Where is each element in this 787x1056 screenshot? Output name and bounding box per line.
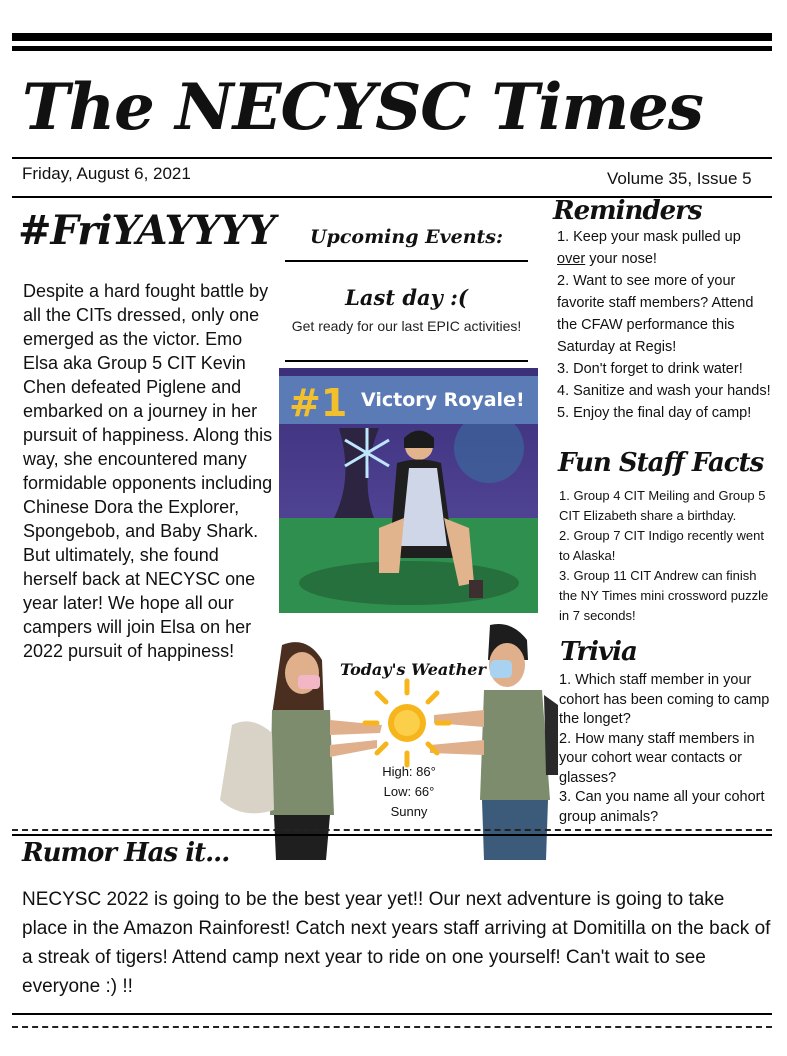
rank-badge: #1	[289, 381, 348, 425]
backpack	[220, 721, 274, 813]
reminder-item: 5. Enjoy the final day of camp!	[557, 405, 752, 421]
masthead-rule-top	[12, 157, 772, 159]
weather-high: High: 86°	[382, 764, 436, 779]
staff-holding-sun-illustration	[212, 615, 560, 860]
weather-low: Low: 66°	[383, 784, 435, 799]
issue-volume: Volume 35, Issue 5	[607, 169, 752, 188]
weather-heading: Today's Weather	[340, 660, 486, 679]
reminder-item: 1. Keep your mask pulled up over your nose!	[557, 229, 741, 267]
fun-facts-heading: Fun Staff Facts	[558, 448, 764, 478]
reminders-heading: Reminders	[553, 196, 702, 226]
reminder-item: 4. Sanitize and wash your hands!	[557, 383, 771, 399]
issue-date: Friday, August 6, 2021	[22, 164, 191, 183]
fun-fact-item: 3. Group 11 CIT Andrew can finish the NY Times mini crossword puzzle in 7 seconds!	[559, 568, 769, 623]
event-description: Get ready for our last EPIC activities!	[291, 318, 522, 334]
lead-story-body: Despite a hard fought battle by all the CITs dressed, only one emerged as the victor. Emo Elsa aka Group 5 CIT Kevin Chen defeated Piglene and embarked on a journey in her pursuit of happiness. Along this way, she encountered many formidable opponents including Chinese Dora the Explorer, Spongebob, and Baby Shark. But ultimately, she found herself back at NECYSC one year later! We hope all our campers will join Elsa on her 2022 pursuit of happiness!	[23, 281, 273, 661]
reminder-item: 3. Don't forget to drink water!	[557, 361, 743, 377]
trivia-item: 3. Can you name all your cohort group animals?	[559, 789, 765, 825]
top-rule-thin	[12, 46, 772, 51]
event-title: Last day :(	[345, 285, 468, 310]
event-rule	[285, 360, 528, 362]
trivia-item: 1. Which staff member in your cohort has been coming to camp the longet?	[559, 672, 770, 727]
weather-readout	[372, 762, 446, 822]
rumor-dashed-rule-top	[12, 829, 772, 831]
weather-condition: Sunny	[390, 804, 428, 819]
victory-royale-photo	[279, 368, 538, 613]
fun-fact-item: 2. Group 7 CIT Indigo recently went to Alaska!	[559, 528, 764, 563]
reminder-item: 2. Want to see more of your favorite staff members? Attend the CFAW performance this Saturday at Regis!	[557, 273, 754, 355]
lead-headline: #FriYAYYYY	[18, 207, 275, 254]
right-person-shirt	[480, 690, 550, 800]
left-person-shirt	[270, 710, 334, 815]
sun-icon	[365, 681, 449, 765]
reminders-list	[557, 226, 772, 424]
trivia-list	[559, 671, 781, 827]
upcoming-heading: Upcoming Events:	[309, 226, 504, 248]
trivia-heading: Trivia	[560, 637, 637, 667]
trivia-item: 2. How many staff members in your cohort wear contacts or glasses?	[559, 730, 755, 786]
fun-fact-item: 1. Group 4 CIT Meiling and Group 5 CIT Elizabeth share a birthday.	[559, 488, 766, 523]
top-rule-thick	[12, 33, 772, 41]
banner-text: Victory Royale!	[361, 389, 525, 411]
rumor-body: NECYSC 2022 is going to be the best year yet!! Our next adventure is going to take place in the Amazon Rainforest! Catch next years staff arriving at Domitilla on the back of a streak of tigers! Attend camp next year to ride on one yourself! Can't wait to see everyone :) !!	[22, 889, 771, 997]
rumor-rule-top	[12, 834, 772, 836]
rumor-dashed-rule-bottom	[12, 1026, 772, 1028]
fun-facts-list	[559, 486, 777, 626]
rumor-heading: Rumor Has it...	[22, 838, 230, 868]
photo-illustration	[279, 368, 538, 613]
rumor-rule-bottom	[12, 1013, 772, 1015]
upcoming-rule	[285, 260, 528, 262]
newspaper-title: The NECYSC Times	[22, 70, 703, 145]
